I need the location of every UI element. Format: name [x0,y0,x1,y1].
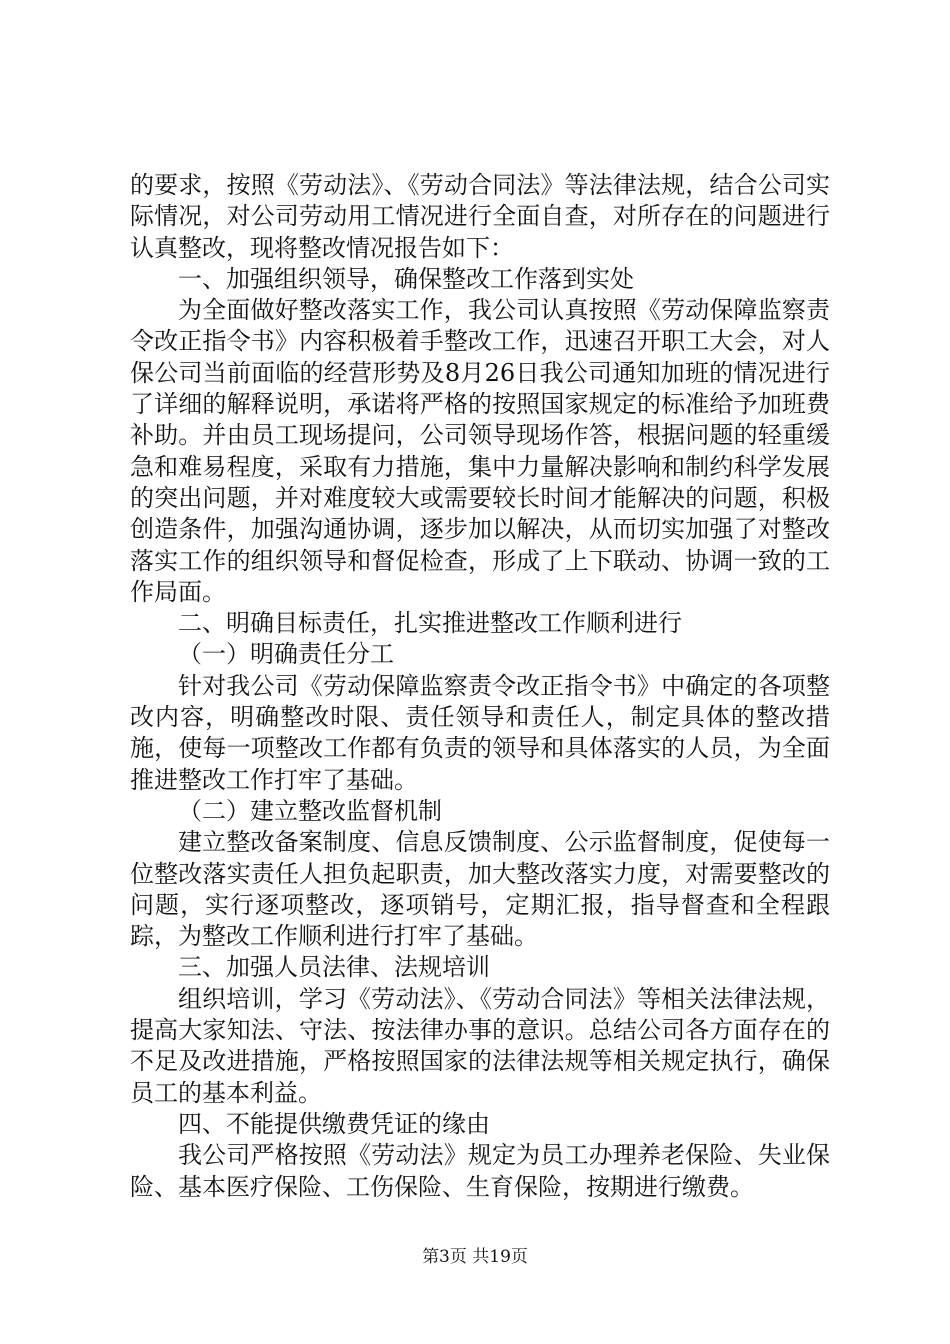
paragraph: 组织培训，学习《劳动法》、《劳动合同法》等相关法律法规，提高大家知法、守法、按法律办事的意识。总结公司各方面存在的不足及改进措施，严格按照国家的法律法规等相关规定执行，确保员工的基本利益。 [130,984,830,1107]
paragraph: 针对我公司《劳动保障监察责令改正指令书》中确定的各项整改内容，明确整改时限、责任领导和责任人，制定具体的整改措施，使每一项整改工作都有负责的领导和具体落实的人员，为全面推进整改工作打牢了基础。 [130,671,830,794]
section-heading-3: 三、加强人员法律、法规培训 [178,953,490,982]
section-heading-4: 四、不能提供缴费凭证的缘由 [178,1109,490,1138]
paragraph: 我公司严格按照《劳动法》规定为员工办理养老保险、失业保险、基本医疗保险、工伤保险、生育保险，按期进行缴费。 [130,1141,830,1201]
paragraph: 建立整改备案制度、信息反馈制度、公示监督制度，促使每一位整改落实责任人担负起职责，加大整改落实力度，对需要整改的问题，实行逐项整改，逐项销号，定期汇报，指导督查和全程跟踪，为整改工作顺利进行打牢了基础。 [130,828,830,951]
document-body [130,170,830,1203]
paragraph: 为全面做好整改落实工作，我公司认真按照《劳动保障监察责令改正指令书》内容积极着手整改工作，迅速召开职工大会，对人保公司当前面临的经营形势及8月26日我公司通知加班的情况进行了详细的解释说明，承诺将严格的按照国家规定的标准给予加班费补助。并由员工现场提问，公司领导现场作答，根据问题的轻重缓急和难易程度，采取有力措施，集中力量解决影响和制约科学发展的突出问题，并对难度较大或需要较长时间才能解决的问题，积极创造条件，加强沟通协调，逐步加以解决，从而切实加强了对整改落实工作的组织领导和督促检查，形成了上下联动、协调一致的工作局面。 [130,296,830,606]
section-heading-1: 一、加强组织领导，确保整改工作落到实处 [178,264,634,293]
section-heading-2: 二、明确目标责任，扎实推进整改工作顺利进行 [178,609,682,638]
subsection-heading-1: （一）明确责任分工 [178,640,394,669]
paragraph-continuation: 的要求，按照《劳动法》、《劳动合同法》等法律法规，结合公司实际情况，对公司劳动用工情况进行全面自查，对所存在的问题进行认真整改，现将整改情况报告如下： [130,171,830,262]
subsection-heading-2: （二）建立整改监督机制 [178,796,442,825]
page-number-footer: 第3页 共19页 [422,1247,528,1267]
